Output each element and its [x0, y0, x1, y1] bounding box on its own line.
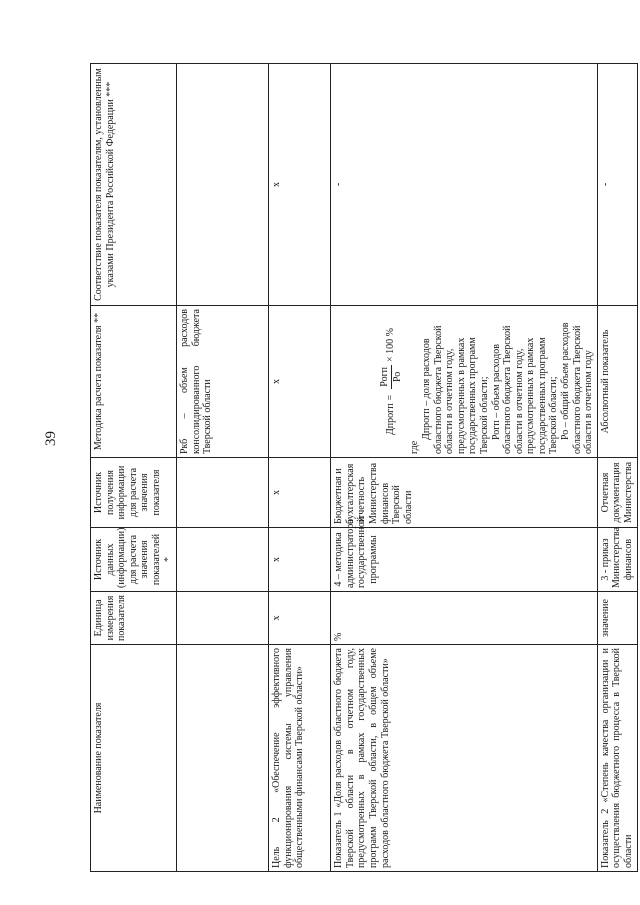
- cell-name: Показатель 1 «Доля расходов областного бюджета Тверской области в отчетном году, предусмотренных в рамках государственных программ Тверской области, в общем объеме расходов областного бюджета Тверской области»: [331, 645, 598, 872]
- formula-eq: =: [385, 394, 397, 401]
- header-method: Методика расчета показателя **: [91, 306, 177, 458]
- cell-unit: х: [269, 592, 331, 645]
- cell-method: Ркб – объем расходов консолидированного бюджета Тверской области: [177, 306, 269, 458]
- method-desc-1: Дпрогп – доля расходов областного бюджета Тверской области в отчетном году, предусмотренных в рамках государственных программ Тверской области;: [420, 325, 490, 454]
- cell-info-source: Бюджетная и бухгалтерская отчетность Министерства финансов Тверской области: [331, 458, 598, 528]
- table-row: [177, 64, 269, 872]
- header-name: Наименование показателя: [91, 645, 177, 872]
- cell-decree: х: [269, 64, 331, 306]
- cell-name: Цель 2 «Обеспечение эффективного функционирования системы управления общественными финансами Тверской области»: [269, 645, 331, 872]
- header-unit: Единица измерения показателя: [91, 592, 177, 645]
- method-where: где: [409, 440, 421, 454]
- formula-fraction: [379, 365, 403, 389]
- table-row: [269, 64, 331, 872]
- formula-denominator: Ро: [391, 371, 403, 383]
- table-row: [597, 64, 637, 872]
- table-row: [331, 64, 598, 872]
- cell-decree: -: [331, 64, 598, 306]
- cell-name: [177, 645, 269, 872]
- header-data-source: Источник данных (информации) для расчета значения показателей *: [91, 528, 177, 592]
- cell-data-source: 4 – методика администратора государственной программы: [331, 528, 598, 592]
- cell-name: Показатель 2 «Степень качества организации и осуществления бюджетного процесса в Тверской области: [597, 645, 637, 872]
- header-info-source: Источник получения информации для расчета значения показателя: [91, 458, 177, 528]
- formula: [379, 309, 403, 454]
- cell-method: [331, 306, 598, 458]
- formula-times: × 100 %: [385, 327, 397, 362]
- cell-decree: -: [597, 64, 637, 306]
- cell-data-source: [177, 528, 269, 592]
- cell-method: х: [269, 306, 331, 458]
- cell-unit: [177, 592, 269, 645]
- cell-unit: %: [331, 592, 598, 645]
- header-decree: Соответствие показателя показателям, установленным указами Президента Российской Федерации ***: [91, 64, 177, 306]
- rotated-table-container: [90, 64, 635, 872]
- formula-numerator: Рогп: [379, 366, 391, 387]
- table-header-row: [91, 64, 177, 872]
- method-desc-2: Рогп – объем расходов областного бюджета Тверской области в отчетном году, предусмотренных в рамках государственных программ Тверской области;: [490, 325, 560, 454]
- cell-method: Абсолютный показатель: [597, 306, 637, 458]
- formula-lhs: Дпрогп: [385, 403, 397, 436]
- cell-info-source: [177, 458, 269, 528]
- method-desc-3: Ро – общий объем расходов областного бюджета Тверской области в отчетном году: [560, 322, 595, 454]
- cell-data-source: 3 - приказ Министерства финансов: [597, 528, 637, 592]
- page-number: 39: [43, 431, 59, 446]
- cell-info-source: х: [269, 458, 331, 528]
- cell-data-source: х: [269, 528, 331, 592]
- cell-info-source: Отчетная документация Министерства: [597, 458, 637, 528]
- indicators-table: [90, 63, 638, 872]
- cell-unit: значение: [597, 592, 637, 645]
- cell-decree: [177, 64, 269, 306]
